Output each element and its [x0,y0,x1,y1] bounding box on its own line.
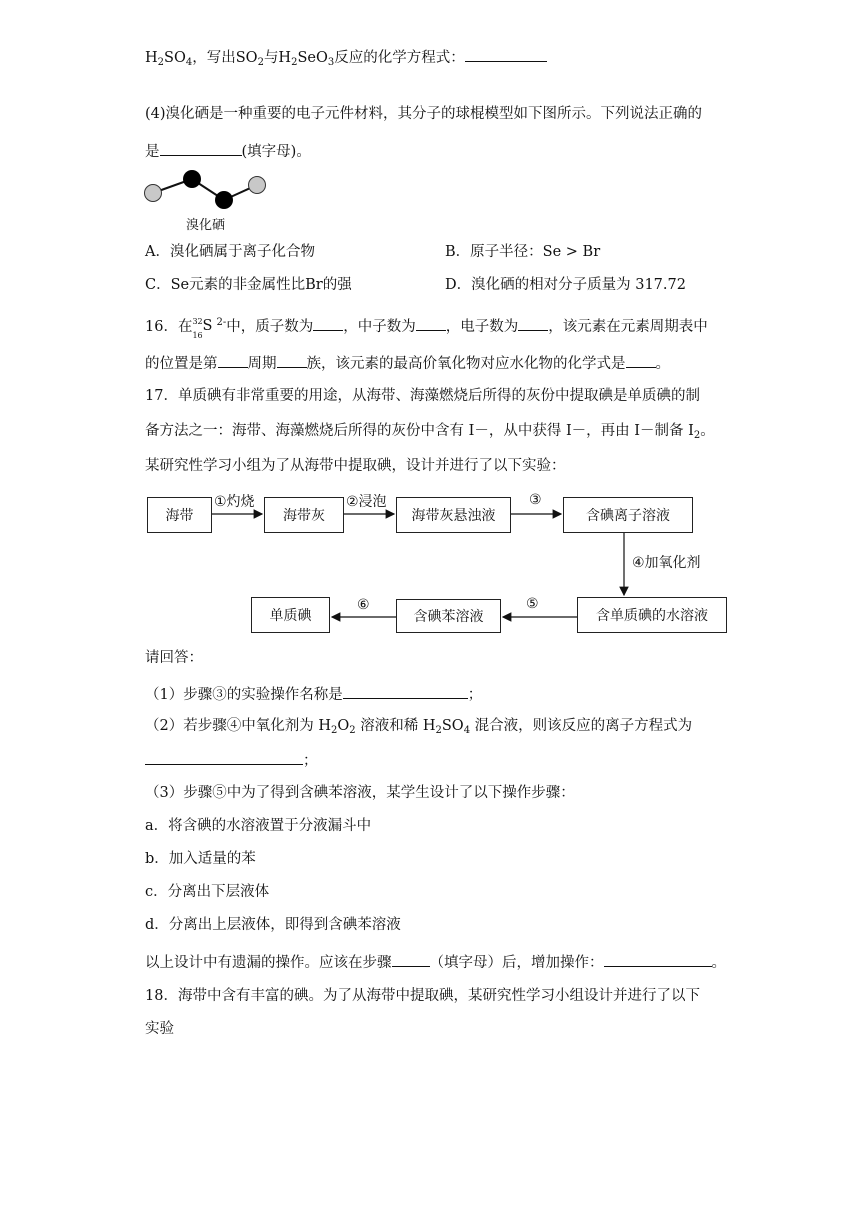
q17-step-b: b．加入适量的苯 [145,851,256,867]
option-a[interactable]: A．溴化硒属于离子化合物 [145,244,315,260]
q15-equation-line: $H_2SO_4$，写出$SO_2$与$H_2SeO_3$反应的化学方程式： [145,46,547,68]
q17-part1: （1）步骤③的实验操作名称是 ； [145,683,482,705]
step-1-label: ①灼烧 [214,494,255,510]
step-2-label: ②浸泡 [346,494,387,510]
q16-line1: 16．在 32 16 S $^{2-}$中，质子数为 ，中子数为 ，电子数为 ，该元素在元素周期表中 [145,317,708,340]
step-5-label: ⑤ [526,596,539,612]
flow-box-iodine-water: 含单质碘的水溶液 [577,597,727,633]
q17-part2-answer: ； [145,749,318,771]
q17-line3: 某研究性学习小组为了从海带中提取碘，设计并进行了以下实验： [145,458,566,474]
option-d[interactable]: D．溴化硒的相对分子质量为 317.72 [445,277,686,293]
q15-part4-line2: 是 (填字母)。 [145,140,311,162]
q17-part3: （3）步骤⑤中为了得到含碘苯溶液，某学生设计了以下操作步骤： [145,785,575,801]
q17-step-c: c．分离出下层液体 [145,884,270,900]
answer-blank[interactable] [343,683,468,699]
q17-line1: 17．单质碘有非常重要的用途，从海带、海藻燃烧后所得的灰份中提取碘是单质碘的制 [145,388,700,404]
q17-ask: 请回答： [145,650,203,666]
answer-blank[interactable] [145,749,303,765]
q18-line1: 18．海带中含有丰富的碘。为了从海带中提取碘，某研究性学习小组设计并进行了以下 [145,988,700,1004]
q15-part4-line1: (4)溴化硒是一种重要的电子元件材料，其分子的球棍模型如下图所示。下列说法正确的 [145,106,703,122]
flow-box-suspension: 海带灰悬浊液 [396,497,511,533]
step-3-label: ③ [529,492,542,508]
option-c[interactable]: C．Se元素的非金属性比Br的强 [145,277,352,293]
q17-step-d: d．分离出上层液体，即得到含碘苯溶液 [145,917,401,933]
flow-box-iodine: 单质碘 [251,597,330,633]
q17-last: 以上设计中有遗漏的操作。应该在步骤 （填字母）后，增加操作： 。 [145,951,726,973]
molecule-label: 溴化硒 [186,218,226,233]
flow-box-iodide-solution: 含碘离子溶液 [563,497,693,533]
step-6-label: ⑥ [357,597,370,613]
option-b[interactable]: B．原子半径：Se > Br [445,244,601,260]
flow-box-ash: 海带灰 [264,497,344,533]
flow-box-iodine-benzene: 含碘苯溶液 [396,599,501,633]
q17-step-a: a．将含碘的水溶液置于分液漏斗中 [145,818,372,834]
q18-line2: 实验 [145,1021,174,1037]
answer-blank[interactable] [392,951,430,967]
q16-line2: 的位置是第 周期 族，该元素的最高价氧化物对应水化物的化学式是 。 [145,352,670,374]
answer-blank[interactable] [604,951,712,967]
q17-line2: 备方法之一：海带、海藻燃烧后所得的灰份中含有 I－，从中获得 I－，再由 I－制备 $I_2$。 [145,423,715,441]
flow-box-seaweed: 海带 [147,497,212,533]
step-4-label: ④加氧化剂 [632,555,701,571]
nuclide-symbol: 32 16 S [192,317,213,340]
q17-part2: （2）若步骤④中氧化剂为 $H_2O_2$ 溶液和稀 $H_2SO_4$ 混合液，则该反应的离子方程式为 [145,718,693,736]
